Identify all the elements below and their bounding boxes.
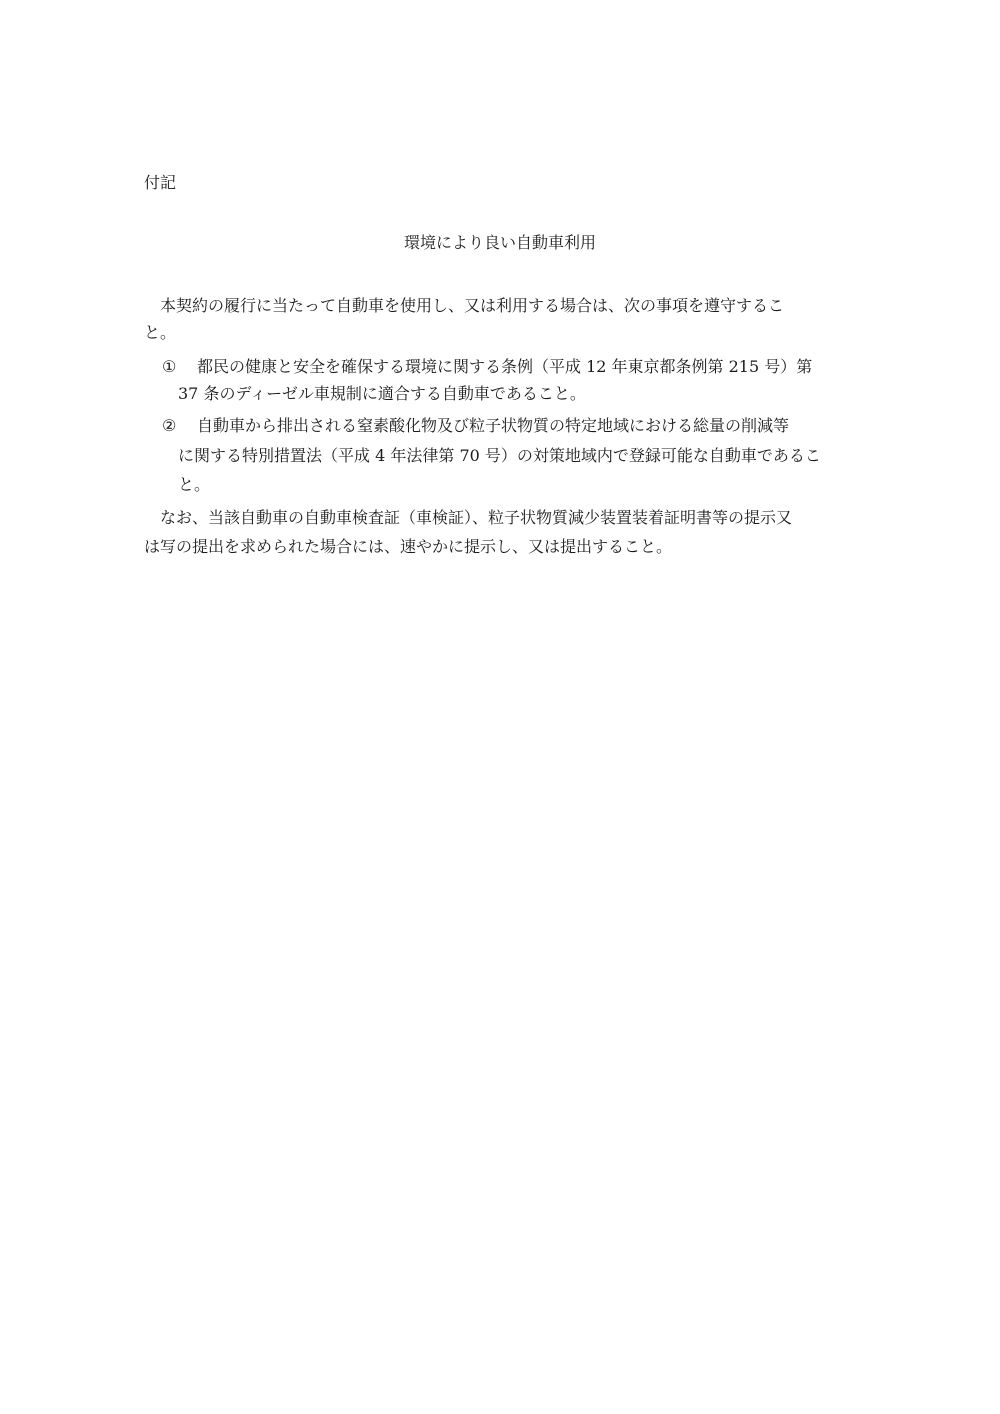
intro-line-1: 本契約の履行に当たって自動車を使用し、又は利用する場合は、次の事項を遵守するこ xyxy=(160,296,785,315)
note-line-1: なお、当該自動車の自動車検査証（車検証）、粒子状物質減少装置装着証明書等の提示又 xyxy=(160,508,793,527)
item-1-line-1: 都民の健康と安全を確保する環境に関する条例（平成 12 年東京都条例第 215 号）第 xyxy=(197,357,813,376)
item-2-line-2: に関する特別措置法（平成 4 年法律第 70 号）の対策地域内で登録可能な自動車であるこ xyxy=(178,446,821,465)
annex-label: 付記 xyxy=(144,173,177,192)
item-2-marker: ② xyxy=(162,416,177,435)
note-line-2: は写の提出を求められた場合には、速やかに提示し、又は提出すること。 xyxy=(144,537,673,556)
item-2-line-3: と。 xyxy=(178,475,211,494)
item-2-line-1: 自動車から排出される窒素酸化物及び粒子状物質の特定地域における総量の削減等 xyxy=(197,416,790,435)
item-1-marker: ① xyxy=(162,357,177,376)
item-1-line-2: 37 条のディーゼル車規制に適合する自動車であること。 xyxy=(178,384,586,403)
intro-line-2: と。 xyxy=(144,323,177,342)
document-title: 環境により良い自動車利用 xyxy=(403,233,596,252)
